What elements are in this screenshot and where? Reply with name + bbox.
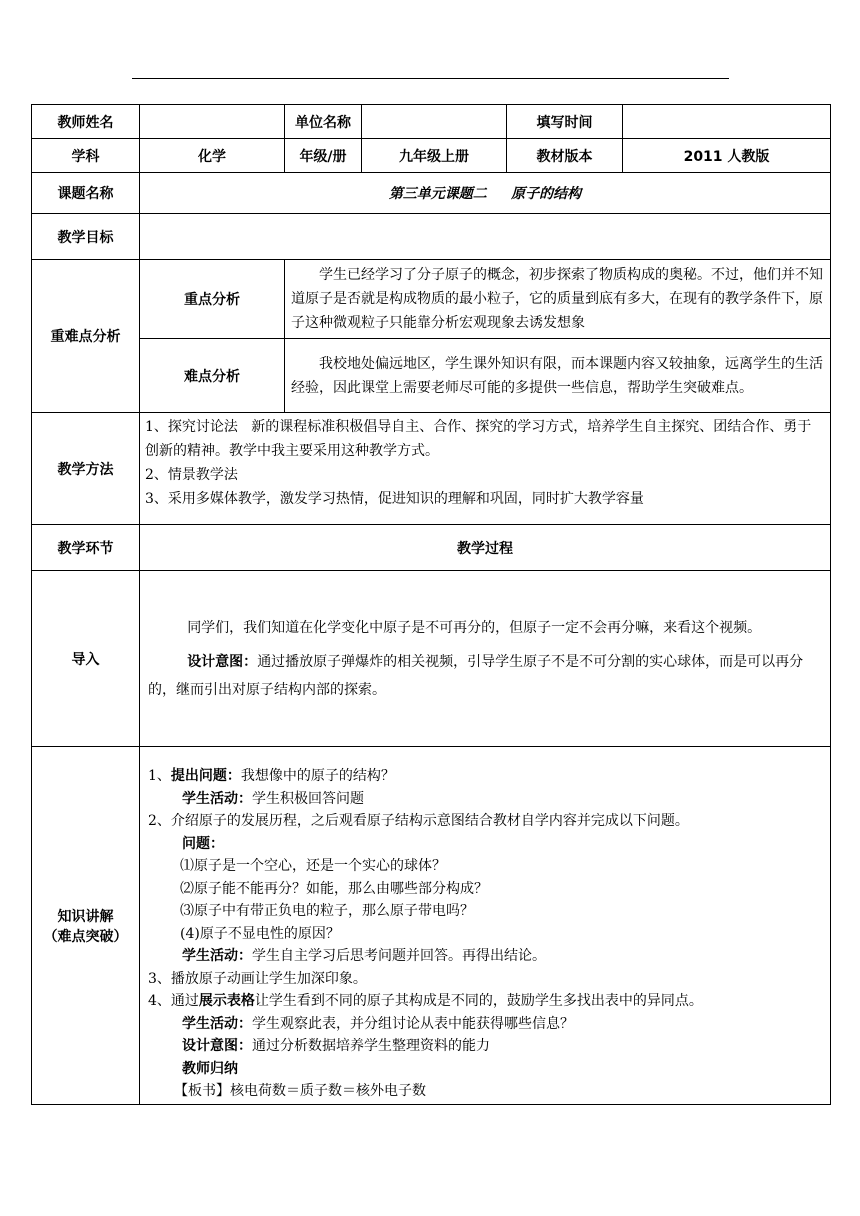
row-goals [32,214,831,260]
knowledge-line-2-bold: 学生活动： [182,790,252,807]
edition-label: 教材版本 [507,139,623,173]
lesson-plan-table [31,104,831,1105]
knowledge-line-12 [148,1013,822,1036]
knowledge-question-1: ⑴原子是一个空心，还是一个实心的球体？ [180,858,446,874]
knowledge-line-13 [148,1035,822,1058]
teacher-name-value [140,105,285,139]
intro-design-text: 通过播放原子弹爆炸的相关视频，引导学生原子不是不可分割的实心球体，而是可以再分的，继而引出对原子结构内部的探索。 [148,653,804,698]
grade-label: 年级/册 [285,139,362,173]
row-process-header [32,525,831,571]
knowledge-line-1-text: 我想像中的原子的结构？ [240,768,395,784]
knowledge-question-2: ⑵原子能不能再分？如能，那么由哪些部分构成？ [180,880,488,897]
knowledge-line-13-bold: 设计意图： [182,1038,252,1054]
key-analysis-paragraph: 学生已经学习了分子原子的概念，初步探索了物质构成的奥秘。不过，他们并不知道原子是否就是构成物质的最小粒子，它的质量到底有多大，在现有的教学条件下，原子这种微观粒子只能靠分析宏观现象去诱发想象 [291,267,823,331]
unit-label: 单位名称 [285,105,362,139]
grade-value: 九年级上册 [362,139,507,173]
knowledge-question-3: ⑶原子中有带正负电的粒子，那么原子带电吗？ [180,903,474,919]
row-teacher [32,105,831,139]
knowledge-line-9 [148,945,822,968]
knowledge-label-line1: 知识讲解 [57,908,114,925]
intro-paragraph: 同学们，我们知道在化学变化中原子是不可再分的，但原子一定不会再分嘛，来看这个视频。 [187,619,762,636]
goals-value [140,214,831,260]
knowledge-line-12-bold: 学生活动： [182,1015,252,1032]
knowledge-content [140,747,831,1105]
analysis-label: 重难点分析 [32,260,140,413]
knowledge-line-10: 3、播放原子动画让学生加深印象。 [148,970,367,987]
knowledge-line-15: 【板书】核电荷数＝质子数＝核外电子数 [174,1083,426,1099]
knowledge-line-1 [148,765,822,788]
header-rule [132,78,729,79]
knowledge-line-4: 问题： [182,835,224,852]
knowledge-line-11-a: 4、通过 [148,993,199,1009]
difficult-analysis-text [285,339,831,413]
intro-design-label: 设计意图： [187,653,258,670]
knowledge-line-9-text: 学生自主学习后思考问题并回答。再得出结论。 [252,948,546,964]
teacher-name-label: 教师姓名 [32,105,140,139]
lesson-label: 课题名称 [32,173,140,214]
key-analysis-label: 重点分析 [140,260,285,339]
fill-time-label: 填写时间 [507,105,623,139]
knowledge-label [32,747,140,1105]
process-title: 教学过程 [140,525,831,571]
unit-value [362,105,507,139]
method-line-2: 2、情景教学法 [145,467,238,483]
method-line-3: 3、采用多媒体教学，激发学习热情，促进知识的理解和巩固，同时扩大教学容量 [145,491,644,507]
knowledge-line-12-text: 学生观察此表，并分组讨论从表中能获得哪些信息？ [252,1015,574,1032]
method-line-1: 1、探究讨论法 新的课程标准积极倡导自主、合作、探究的学习方式，培养学生自主探究、团结合作、勇于创新的精神。教学中我主要采用这种教学方式。 [145,419,812,459]
fill-time-value [623,105,831,139]
knowledge-line-14: 教师归纳 [182,1060,238,1077]
row-intro [32,571,831,747]
methods-label: 教学方法 [32,413,140,525]
lesson-title: 第三单元课题二 原子的结构 [140,173,831,214]
knowledge-line-2 [148,788,822,811]
methods-content [140,413,831,525]
knowledge-question-4: (4)原子不显电性的原因？ [180,925,340,942]
intro-content [140,571,831,747]
row-difficult-analysis [32,339,831,413]
knowledge-line-9-bold: 学生活动： [182,948,252,964]
knowledge-line-1-bold: 提出问题： [170,768,241,784]
knowledge-line-11-b: 让学生看到不同的原子其构成是不同的，鼓励学生多找出表中的异同点。 [254,993,703,1009]
row-key-analysis [32,260,831,339]
knowledge-line-11-bold: 展示表格 [198,993,255,1009]
knowledge-label-line2: （难点突破） [43,928,128,945]
knowledge-line-3: 2、介绍原子的发展历程，之后观看原子结构示意图结合教材自学内容并完成以下问题。 [148,813,689,829]
difficult-analysis-paragraph: 我校地处偏远地区，学生课外知识有限，而本课题内容又较抽象，远离学生的生活经验，因此课堂上需要老师尽可能的多提供一些信息，帮助学生突破难点。 [291,355,823,396]
row-subject [32,139,831,173]
subject-value: 化学 [140,139,285,173]
goals-label: 教学目标 [32,214,140,260]
row-methods [32,413,831,525]
difficult-analysis-label: 难点分析 [140,339,285,413]
edition-value: 2011 人教版 [623,139,831,173]
key-analysis-text [285,260,831,339]
knowledge-line-2-text: 学生积极回答问题 [252,790,364,807]
process-step-label: 教学环节 [32,525,140,571]
intro-design [148,648,822,704]
subject-label: 学科 [32,139,140,173]
row-knowledge [32,747,831,1105]
knowledge-line-11 [148,990,822,1013]
row-lesson [32,173,831,214]
intro-label: 导入 [32,571,140,747]
knowledge-line-1-num: 1、 [148,768,171,784]
knowledge-line-13-text: 通过分析数据培养学生整理资料的能力 [252,1038,490,1054]
